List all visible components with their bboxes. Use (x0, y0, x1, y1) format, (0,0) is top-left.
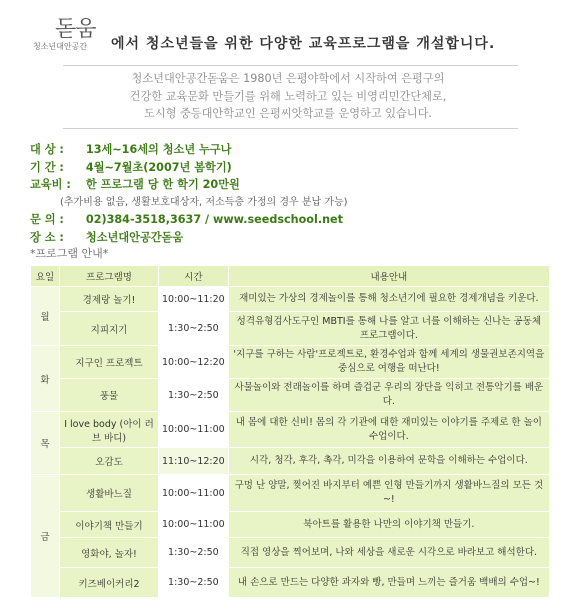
day-cell: 월 (31, 287, 60, 346)
col-header-time: 시간 (159, 266, 229, 287)
program-time: 10:00~11:20 (159, 287, 229, 312)
program-desc: 구멍 난 양말, 찢어진 바지부터 예쁜 인형 만들기까지 생활바느질의 모든 것~! (228, 475, 549, 512)
program-name: 지구인 프로젝트 (60, 346, 159, 379)
table-row (31, 346, 550, 379)
program-desc: 성격유형검사도구인 MBTI를 통해 나를 알고 너를 이해하는 신나는 공동체 프로그램이다. (228, 312, 549, 346)
table-row (31, 412, 550, 448)
info-target: 대 상 : 13세~16세의 청소년 누구나 (30, 143, 232, 156)
logo-subtitle: 청소년대안공간 (33, 42, 88, 51)
program-desc: 사물놀이와 전래놀이를 하며 즐겁군 우리의 장단을 익히고 전통악기를 배운다. (228, 379, 549, 412)
program-desc: 내 손으로 만드는 다양한 과자와 빵, 만들며 느끼는 즐거움 백배의 수업~! (228, 568, 549, 598)
info-place: 장 소 : 청소년대안공간돋움 (30, 230, 184, 244)
program-time: 1:30~2:50 (159, 568, 229, 598)
info-fee-note: (추가비용 없음, 생활보호대상자, 저소득층 가정의 경우 분납 가능) (60, 196, 348, 208)
day-cell: 화 (31, 346, 60, 412)
table-row (31, 538, 550, 568)
info-fee: 교육비 : 한 프로그램 당 한 학기 20만원 (30, 178, 240, 191)
table-row (31, 512, 550, 538)
table-row (31, 379, 550, 412)
page-headline: 에서 청소년들을 위한 다양한 교육프로그램을 개설합니다. (111, 36, 496, 52)
program-name: 이야기책 만들기 (60, 512, 159, 538)
program-time: 1:30~2:50 (159, 379, 229, 412)
program-time: 10:00~12:20 (159, 346, 229, 379)
program-name: 영화야, 놀자! (60, 538, 159, 568)
schedule-table (30, 265, 550, 598)
intro-line: 청소년대안공간돋움은 1980년 은평야학에서 시작하여 은평구의 (131, 72, 445, 85)
program-time: 1:30~2:50 (159, 538, 229, 568)
intro-line: 건강한 교육문화 만들기를 위해 노력하고 있는 비영리민간단체로, (129, 89, 447, 103)
table-row (31, 448, 550, 475)
table-row (31, 287, 550, 312)
col-header-day: 요일 (31, 266, 60, 287)
program-name: I love body (아이 러브 바디) (60, 412, 159, 448)
col-header-desc: 내용안내 (228, 266, 549, 287)
program-time: 10:00~11:00 (159, 475, 229, 512)
program-time: 11:10~12:20 (159, 448, 229, 475)
program-name: 지피지기 (60, 312, 159, 346)
logo-mark: 돋움 (55, 17, 96, 42)
info-period: 기 간 : 4월~7월초(2007년 봄학기) (30, 160, 232, 174)
day-cell: 금 (31, 475, 60, 598)
col-header-program: 프로그램명 (60, 266, 159, 287)
info-contact: 문 의 : 02)384-3518,3637 / www.seedschool.net (30, 213, 343, 226)
program-desc: '지구를 구하는 사람'프로젝트로, 환경수업과 함께 세계의 생물권보존지역을 중심으로 여행을 떠난다! (228, 346, 549, 379)
program-time: 10:00~11:00 (159, 412, 229, 448)
program-desc: 내 몸에 대한 신비! 몸의 각 기관에 대한 재미있는 이야기를 주제로 한 놀이 수업이다. (228, 412, 549, 448)
program-name: 풍물 (60, 379, 159, 412)
divider-top (63, 65, 518, 66)
header (15, 14, 570, 64)
table-header-row (31, 266, 550, 287)
intro-text (28, 70, 548, 123)
table-row (31, 312, 550, 346)
divider-bottom (63, 128, 518, 129)
intro-line: 도시형 중등대안학교인 은평씨앗학교를 운영하고 있습니다. (144, 107, 432, 120)
table-row (31, 475, 550, 512)
program-section-title: *프로그램 안내* (30, 247, 109, 260)
logo (33, 14, 111, 60)
program-desc: 북아트를 활용한 나만의 이야기책 만들기. (228, 512, 549, 538)
program-name: 키즈베이커리2 (60, 568, 159, 598)
program-name: 생활바느질 (60, 475, 159, 512)
program-name: 경제랑 놀기! (60, 287, 159, 312)
program-desc: 재미있는 가상의 경제놀이를 통해 청소년기에 필요한 경제개념을 키운다. (228, 287, 549, 312)
day-cell: 목 (31, 412, 60, 475)
table-row (31, 568, 550, 598)
program-time: 1:30~2:50 (159, 312, 229, 346)
program-name: 오감도 (60, 448, 159, 475)
program-desc: 직접 영상을 찍어보며, 나와 세상을 새로운 시각으로 바라보고 해석한다. (228, 538, 549, 568)
program-time: 10:00~11:00 (159, 512, 229, 538)
program-desc: 시각, 청각, 후각, 촉각, 미각을 이용하여 문학을 이해하는 수업이다. (228, 448, 549, 475)
info-block (30, 141, 550, 246)
